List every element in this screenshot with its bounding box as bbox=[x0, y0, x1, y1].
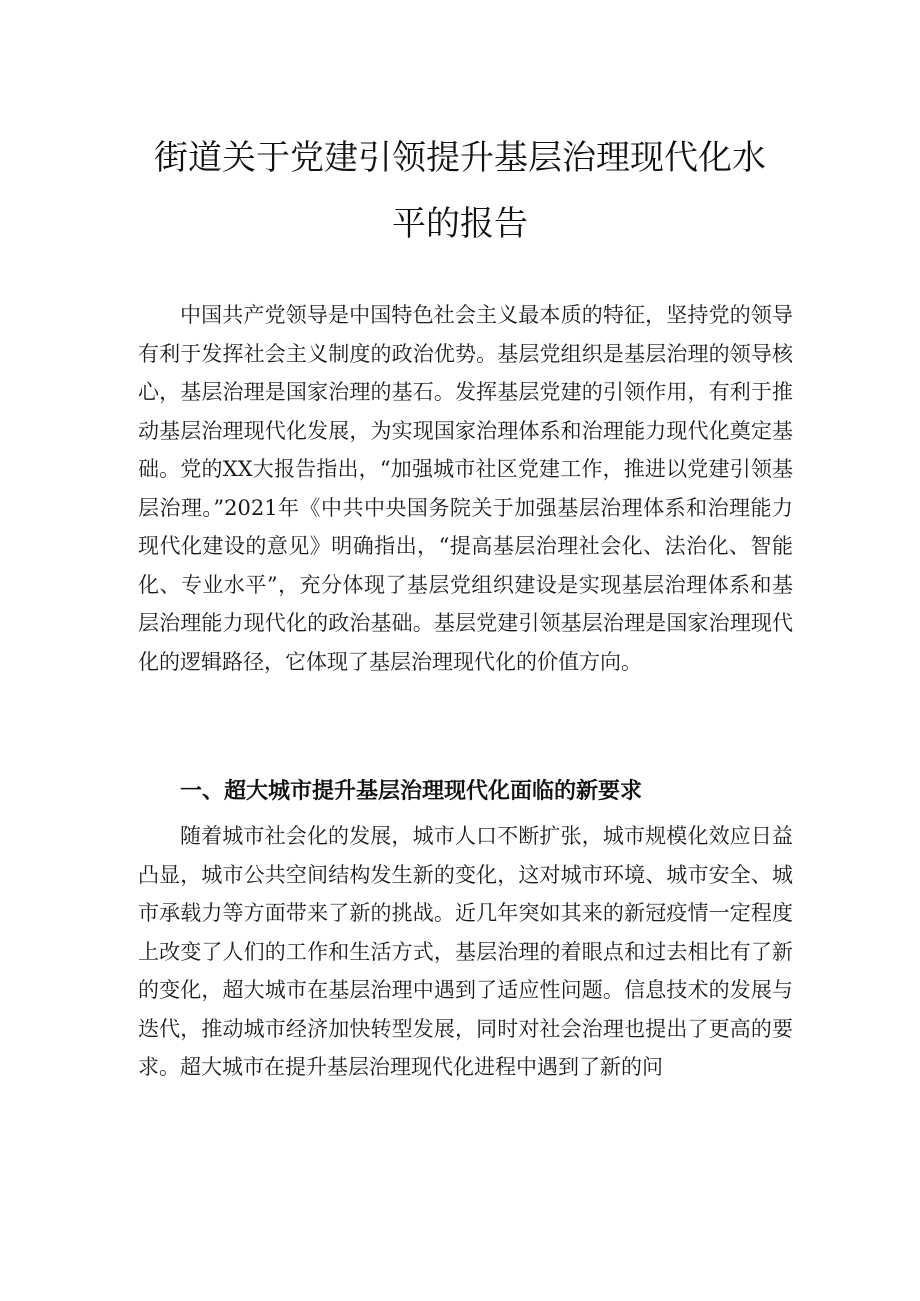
document-title-line2: 平的报告 bbox=[392, 204, 528, 244]
section1-paragraph: 随着城市社会化的发展，城市人口不断扩张，城市规模化效应日益凸显，城市公共空间结构发生新的变化，这对城市环境、城市安全、城市承载力等方面带来了新的挑战。近几年突如其来的新冠疫情一定程度上改变了人们的工作和生活方式，基层治理的着眼点和过去相比有了新的变化，超大城市在基层治理中遇到了适应性问题。信息技术的发展与迭代，推动城市经济加快转型发展，同时对社会治理也提出了更高的要求。超大城市在提升基层治理现代化进程中遇到了新的问 bbox=[138, 824, 793, 1079]
document-title-line1: 街道关于党建引领提升基层治理现代化水 bbox=[154, 138, 766, 178]
section-heading-1: 一、超大城市提升基层治理现代化面临的新要求 bbox=[180, 779, 643, 804]
intro-paragraph: 中国共产党领导是中国特色社会主义最本质的特征，坚持党的领导有利于发挥社会主义制度的政治优势。基层党组织是基层治理的领导核心，基层治理是国家治理的基石。发挥基层党建的引领作用，有利于推动基层治理现代化发展，为实现国家治理体系和治理能力现代化奠定基础。党的XX大报告指出，“加强城市社区党建工作，推进以党建引领基层治理。”2021年《中共中央国务院关于加强基层治理体系和治理能力现代化建设的意见》明确指出，“提高基层治理社会化、法治化、智能化、专业水平”，充分体现了基层党组织建设是实现基层治理体系和基层治理能力现代化的政治基础。基层党建引领基层治理是国家治理现代化的逻辑路径，它体现了基层治理现代化的价值方向。 bbox=[138, 303, 793, 674]
